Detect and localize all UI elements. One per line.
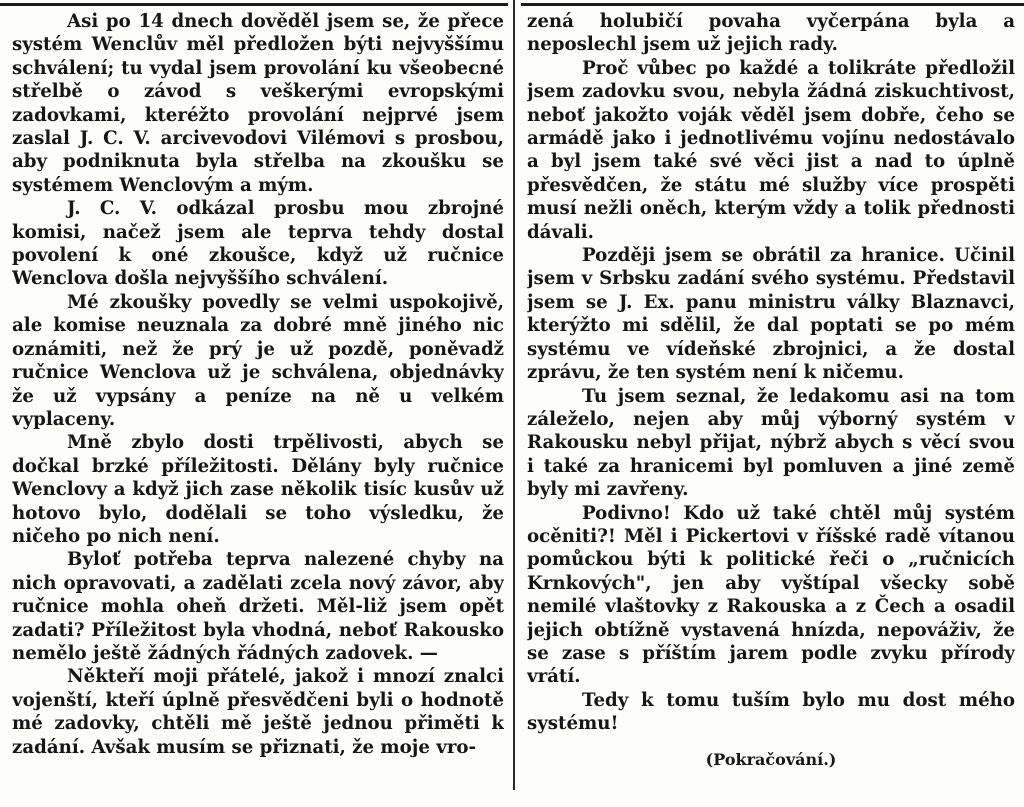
- right-column: [527, 10, 1015, 771]
- left-paragraph-6: Někteří moji přátelé, jakož i mnozí znalci vojenští, kteří úplně přesvědčeni byli o hodnotě mé zadovky, chtěli mě ještě jednou přiměti k zadání. Avšak musím se přiznati, že moje vro-: [12, 666, 504, 758]
- left-paragraph-3: Mé zkoušky povedly se velmi uspokojivě, ale komise neuznala za dobré mně jiného nic oznámiti, než že prý je už pozdě, poněvadž ručnice Wenclova už je schválena, objednávky že už vypsány a peníze na ně u velkém vyplaceny.: [12, 291, 504, 430]
- right-paragraph-6: Tedy k tomu tuším bylo mu dost mého systému!: [527, 689, 1015, 735]
- left-paragraph-2: J. C. V. odkázal prosbu mou zbrojné komisi, načež jsem ale teprva tehdy dostal povolení k oné zkoušce, když už ručnice Wenclova došla nejvyššího schválení.: [12, 198, 504, 290]
- column-divider: [513, 0, 515, 790]
- top-rule-right: [521, 3, 1024, 6]
- right-paragraph-5: Podivno! Kdo už také chtěl můj systém ocěniti?! Měl i Pickertovi v říšské radě vítanou pomůckou býti k politické řeči o „ručnicích Krnkových", jen aby vyštípal všecky sobě nemilé vlaštovky z Rakouska a z Čech a osadil jejich obtížně vystavená hnízda, nepováživ, že se zase s příštím jarem podle zvyku přírody vrátí.: [527, 502, 1015, 688]
- right-paragraph-3: Později jsem se obrátil za hranice. Učinil jsem v Srbsku zadání svého systému. Představil jsem se J. Ex. panu ministru války Blaznavci, kterýžto mi sdělil, že dal poptati se po mém systému ve vídeňské zbrojnici, a že dostal zprávu, že ten systém není k ničemu.: [527, 245, 1015, 384]
- right-paragraph-1: zená holubičí povaha vyčerpána byla a neposlechl jsem už jejich rady.: [527, 11, 1015, 56]
- right-paragraph-4: Tu jsem seznal, že ledakomu asi na tom záleželo, nejen aby můj výborný systém v Rakousku nebyl přijat, nýbrž abych s věcí svou i také za hranicemi byl pomluven a jiné země byly mi zavřeny.: [527, 385, 1015, 501]
- top-rule-left: [0, 3, 508, 6]
- right-paragraph-2: Proč vůbec po každé a tolikráte předložil jsem zadovku svou, nebyla žádná ziskuchtivost, neboť jakožto voják věděl jsem dobře, čeho se armádě jako i jednotlivému vojínu nedostávalo a byl jsem také své věci jist a nad to úplně přesvědčen, že státu mé služby více prospěti musí nežli oněch, kterým vždy a tolik přednosti dávali.: [527, 57, 1015, 243]
- left-paragraph-4: Mně zbylo dosti trpělivosti, abych se dočkal brzké příležitosti. Dělány byly ručnice Wenclovy a když jich zase několik tisíc kusův už hotovo bylo, dodělali se toho výsledku, že ničeho po nich není.: [12, 432, 504, 547]
- left-column: [12, 10, 504, 759]
- continued-label: (Pokračování.): [705, 749, 837, 769]
- left-paragraph-1: Asi po 14 dnech dověděl jsem se, že přece systém Wenclův měl předložen býti nejvyššímu schválení; tu vydal jsem provolání ku všeobecné střelbě o závod s veškerými evropskými zadovkami, kteréžto provolání nejprvé jsem zaslal J. C. V. arcivevodovi Vilémovi s prosbou, aby podniknuta byla střelba na zkoušku se systémem Wenclovým a mým.: [12, 11, 504, 196]
- left-paragraph-5: Byloť potřeba teprva nalezené chyby na nich opravovati, a zadělati zcela nový závor, aby ručnice mohla oheň držeti. Měl-liž jsem opět zadati? Příležitost byla vhodná, neboť Rakousko nemělo ještě žádných řádných zadovek. —: [12, 549, 504, 664]
